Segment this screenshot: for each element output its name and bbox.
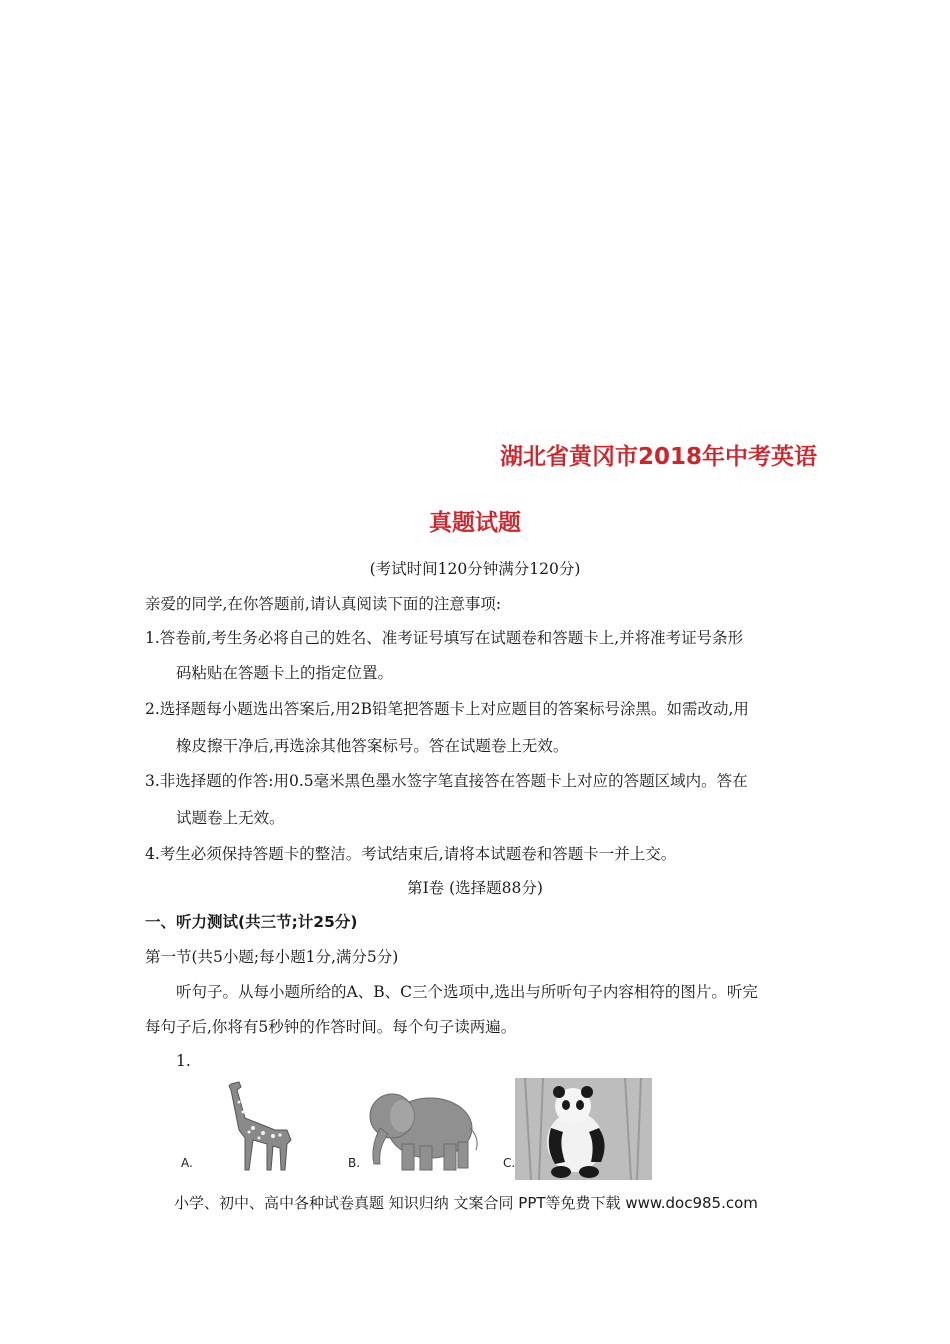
note-2-line2: 橡皮擦干净后,再选涂其他答案标号。答在试题卷上无效。 xyxy=(176,737,569,755)
note-2-line1: 2.选择题每小题选出答案后,用2B铅笔把答题卡上对应题目的答案标号涂黑。如需改动,用 xyxy=(145,700,749,718)
option-c xyxy=(503,1078,652,1180)
option-a-label: A. xyxy=(181,1156,193,1170)
exam-title-line2: 真题试题 xyxy=(429,510,521,536)
note-1-line2: 码粘贴在答题卡上的指定位置。 xyxy=(176,664,394,682)
instructions-line1: 听句子。从每小题所给的A、B、C三个选项中,选出与所听句子内容相符的图片。听完 xyxy=(176,983,758,1001)
subsection-heading: 第一节(共5小题;每小题1分,满分5分) xyxy=(145,948,399,966)
elephant-icon xyxy=(340,1078,490,1180)
giraffe-icon xyxy=(175,1078,320,1180)
note-4-line1: 4.考生必须保持答题卡的整洁。考试结束后,请将本试题卷和答题卡一并上交。 xyxy=(145,845,677,863)
note-3-line1: 3.非选择题的作答:用0.5毫米黑色墨水签字笔直接答在答题卡上对应的答题区域内。答在 xyxy=(145,772,748,790)
note-1-line1: 1.答卷前,考生务必将自己的姓名、准考证号填写在试题卷和答题卡上,并将准考证号条形 xyxy=(145,629,744,647)
volume-heading: 第Ⅰ卷 (选择题88分) xyxy=(407,879,543,897)
instructions-line2: 每句子后,你将有5秒钟的作答时间。每个句子读两遍。 xyxy=(145,1018,517,1036)
question-1-options xyxy=(175,1078,652,1180)
footer-text: 小学、初中、高中各种试卷真题 知识归纳 文案合同 PPT等免费下载 www.doc985.com xyxy=(174,1194,758,1212)
option-b xyxy=(340,1078,490,1180)
panda-icon xyxy=(515,1078,652,1180)
exam-info: (考试时间120分钟满分120分) xyxy=(369,560,581,578)
option-b-label: B. xyxy=(348,1156,361,1170)
section-heading: 一、听力测试(共三节;计25分) xyxy=(145,913,358,931)
greeting: 亲爱的同学,在你答题前,请认真阅读下面的注意事项: xyxy=(145,595,502,613)
option-a xyxy=(175,1078,320,1180)
option-c-label: C. xyxy=(503,1156,516,1170)
exam-title-line1: 湖北省黄冈市2018年中考英语 xyxy=(500,444,818,470)
note-3-line2: 试题卷上无效。 xyxy=(176,809,285,827)
question-number: 1. xyxy=(176,1052,191,1070)
